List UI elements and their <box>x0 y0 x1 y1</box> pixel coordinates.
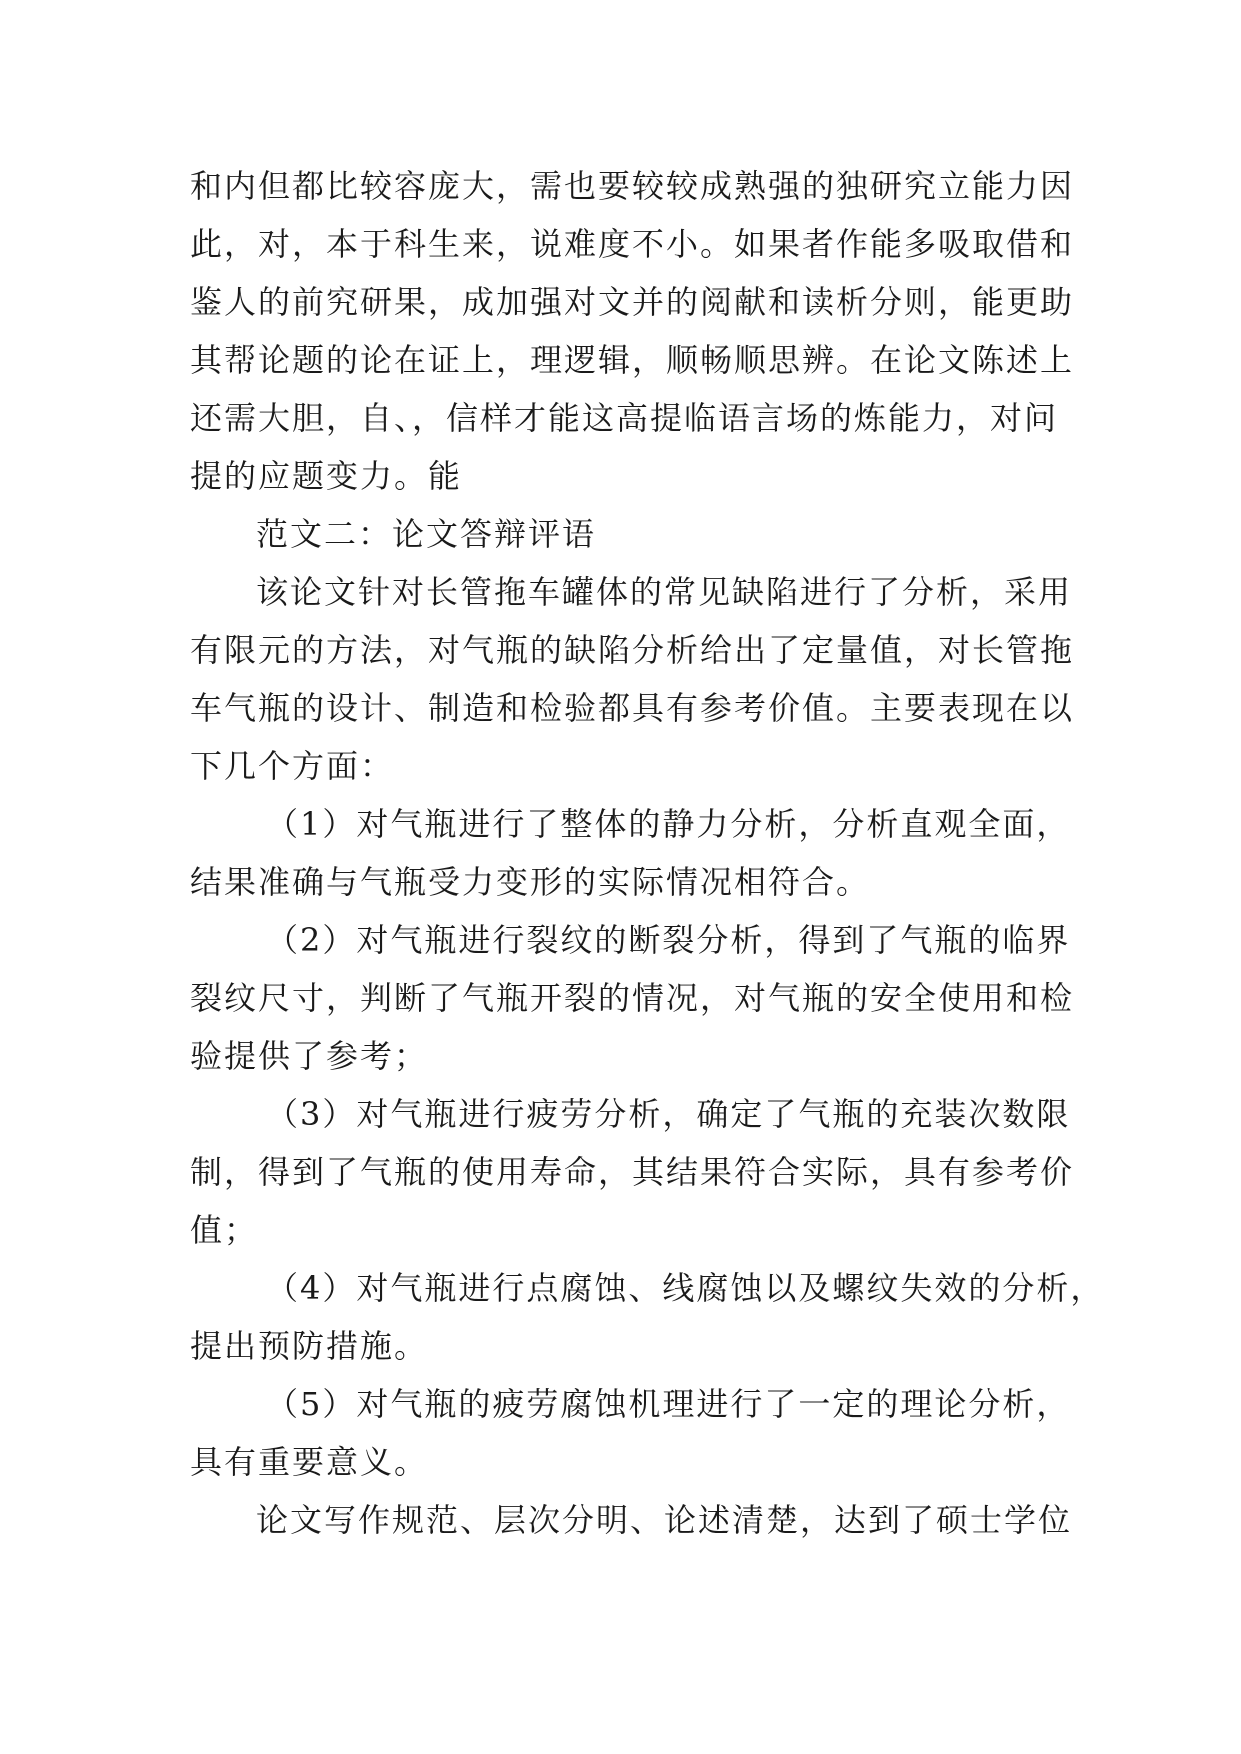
list-item-4: （4）对气瓶进行点腐蚀、线腐蚀以及螺纹失效的分析， <box>266 1269 1105 1307</box>
body-line: 结果准确与气瓶受力变形的实际情况相符合。 <box>190 863 871 901</box>
body-line: 具有重要意义。 <box>190 1443 429 1481</box>
list-item-2: （2）对气瓶进行裂纹的断裂分析，得到了气瓶的临界 <box>266 921 1071 959</box>
list-item-1: （1）对气瓶进行了整体的静力分析，分析直观全面， <box>266 805 1071 843</box>
body-line: 裂纹尺寸，判断了气瓶开裂的情况，对气瓶的安全使用和检 <box>190 979 1075 1017</box>
document-body <box>190 157 1105 1549</box>
body-line: 提的应题变力。能 <box>190 457 463 495</box>
list-item-5: （5）对气瓶的疲劳腐蚀机理进行了一定的理论分析， <box>266 1385 1071 1423</box>
body-line: 下几个方面： <box>190 747 395 785</box>
body-line: 和内但都比较容庞大，需也要较较成熟强的独研究立能力因 <box>190 167 1075 205</box>
section-heading: 范文二：论文答辩评语 <box>256 515 597 553</box>
body-line: 其帮论题的论在证上，理逻辑，顺畅顺思辨。在论文陈述上 <box>190 341 1075 379</box>
body-line: 还需大胆，自、，信样才能这高提临语言场的炼能力，对问 <box>190 399 1059 437</box>
list-item-3: （3）对气瓶进行疲劳分析，确定了气瓶的充装次数限 <box>266 1095 1071 1133</box>
body-line: 制，得到了气瓶的使用寿命，其结果符合实际，具有参考价 <box>190 1153 1075 1191</box>
body-line: 提出预防措施。 <box>190 1327 429 1365</box>
body-line: 论文写作规范、层次分明、论述清楚，达到了硕士学位 <box>256 1501 1073 1539</box>
body-line: 该论文针对长管拖车罐体的常见缺陷进行了分析，采用 <box>256 573 1073 611</box>
body-line: 验提供了参考； <box>190 1037 429 1075</box>
body-line: 有限元的方法，对气瓶的缺陷分析给出了定量值，对长管拖 <box>190 631 1075 669</box>
body-line: 车气瓶的设计、制造和检验都具有参考价值。主要表现在以 <box>190 689 1075 727</box>
body-line: 鉴人的前究研果，成加强对文并的阅献和读析分则，能更助 <box>190 283 1075 321</box>
body-line: 此，对，本于科生来，说难度不小。如果者作能多吸取借和 <box>190 225 1075 263</box>
body-line: 值； <box>190 1211 259 1249</box>
